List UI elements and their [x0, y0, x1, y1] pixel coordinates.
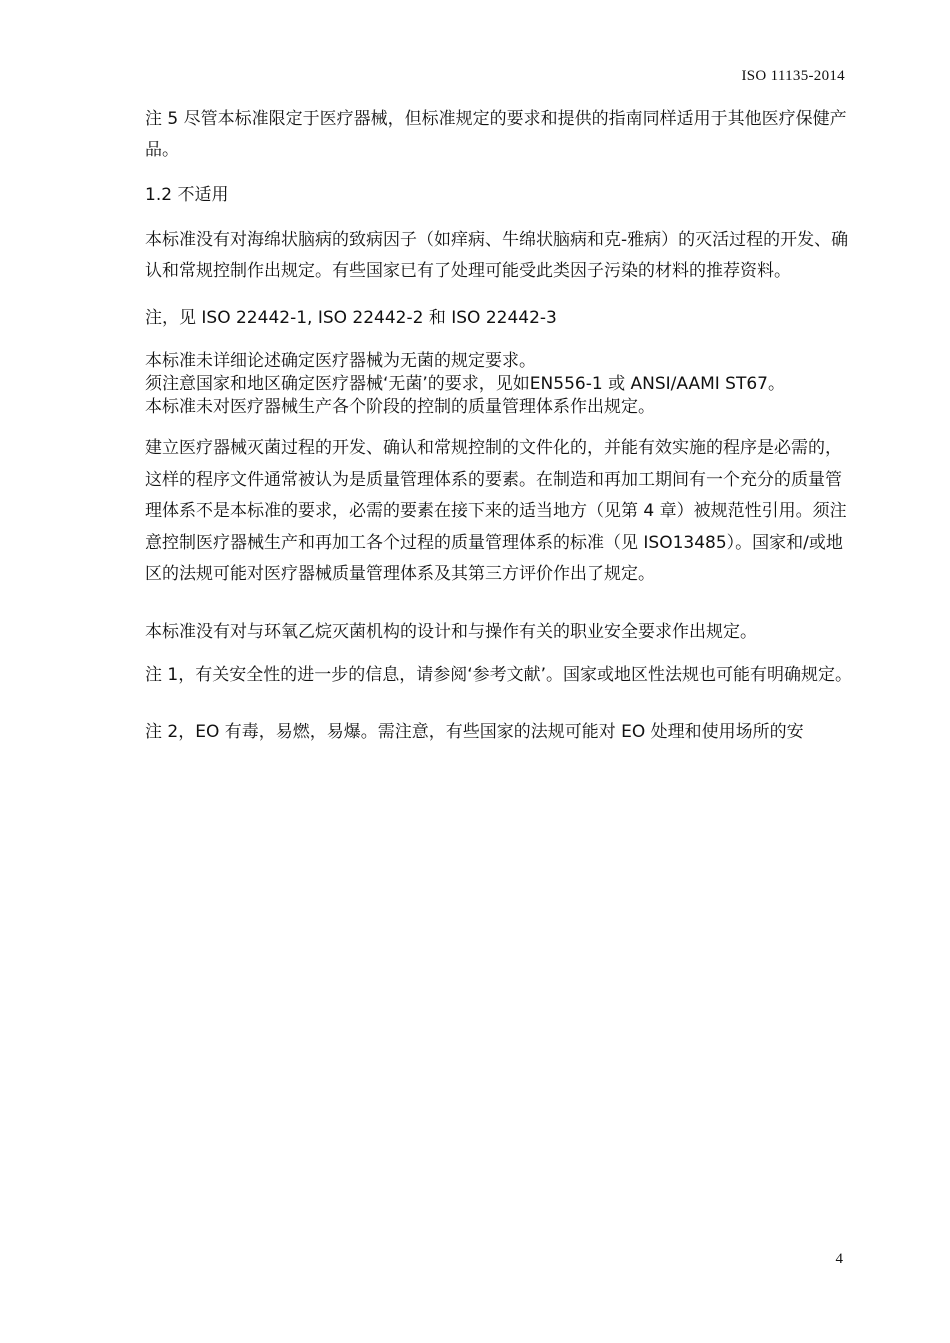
- safety-exclusion-paragraph: 本标准没有对与环氧乙烷灭菌机构的设计和与操作有关的职业安全要求作出规定。: [145, 621, 757, 642]
- section-heading-1-2: 1.2 不适用: [145, 185, 229, 205]
- document-body: [145, 104, 857, 748]
- note-2: 注 2，EO 有毒，易燃，易爆。需注意，有些国家的法规可能对 EO 处理和使用场所的安: [145, 721, 804, 742]
- note-iso-22442: 注，见 ISO 22442-1, ISO 22442-2 和 ISO 22442-3: [145, 308, 557, 328]
- sterile-requirement-line-1: 本标准未详细论述确定医疗器械为无菌的规定要求。: [145, 351, 536, 371]
- note-1: 注 1，有关安全性的进一步的信息，请参阅‘参考文献’。国家或地区性法规也可能有明确规定。: [145, 664, 853, 685]
- tse-exclusion-paragraph: 本标准没有对海绵状脑病的致病因子（如痒病、牛绵状脑病和克-雅病）的灭活过程的开发、确认和常规控制作出规定。有些国家已有了处理可能受此类因子污染的材料的推荐资料。: [145, 230, 849, 281]
- sterile-requirement-line-3: 本标准未对医疗器械生产各个阶段的控制的质量管理体系作出规定。: [145, 397, 655, 417]
- note-5: 注 5 尽管本标准限定于医疗器械，但标准规定的要求和提供的指南同样适用于其他医疗保健产品。: [145, 109, 847, 160]
- qms-paragraph: 建立医疗器械灭菌过程的开发、确认和常规控制的文件化的，并能有效实施的程序是必需的，这样的程序文件通常被认为是质量管理体系的要素。在制造和再加工期间有一个充分的质量管理体系不是本标准的要求，必需的要素在接下来的适当地方（见第 4 章）被规范性引用。须注意控制医疗器械生产和再加工各个过程的质量管理体系的标准（见 ISO13485）。国家和/或地区的法规可能对医疗器械质量管理体系及其第三方评价作出了规定。: [145, 438, 847, 585]
- page-number: 4: [835, 1251, 843, 1267]
- document-header-ref: ISO 11135-2014: [741, 68, 845, 84]
- sterile-requirement-line-2: 须注意国家和地区确定医疗器械‘无菌’的要求，见如EN556-1 或 ANSI/AAMI ST67。: [145, 374, 785, 394]
